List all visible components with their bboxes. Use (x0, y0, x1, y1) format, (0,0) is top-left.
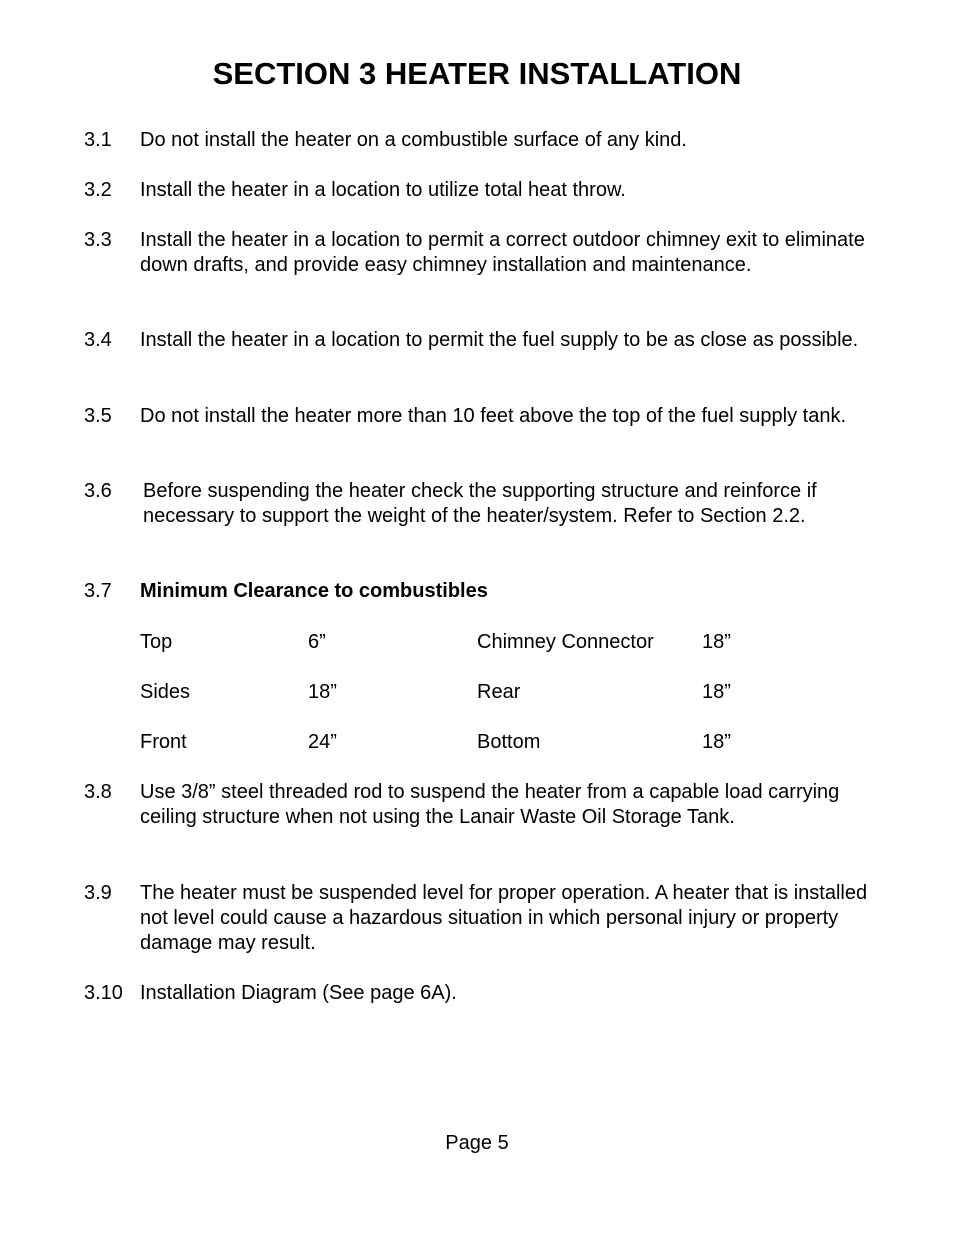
item-text: Install the heater in a location to permit the fuel supply to be as close as possible. (140, 329, 859, 351)
clearance-heading: Minimum Clearance to combustibles (140, 580, 488, 602)
clearance-value: 18” (702, 631, 731, 653)
clearance-value: 18” (702, 681, 731, 703)
clearance-value: 18” (702, 731, 731, 753)
item-number: 3.2 (84, 179, 112, 201)
item-text: Installation Diagram (See page 6A). (140, 982, 457, 1004)
item-text: Install the heater in a location to permit a correct outdoor chimney exit to eliminate down drafts, and provide easy chimney installation and maintenance. (140, 229, 865, 276)
item-number: 3.7 (84, 580, 112, 602)
item-text: Do not install the heater on a combustible surface of any kind. (140, 129, 687, 151)
page-title: SECTION 3 HEATER INSTALLATION (212, 56, 742, 91)
clearance-value: 6” (308, 631, 326, 653)
item-number: 3.3 (84, 229, 112, 251)
item-text: Before suspending the heater check the supporting structure and reinforce if necessary to support the weight of the heater/system. Refer to Section 2.2. (143, 480, 817, 527)
item-text: Use 3/8” steel threaded rod to suspend the heater from a capable load carrying ceiling structure when not using the Lanair Waste Oil Storage Tank. (140, 781, 840, 828)
clearance-label: Top (140, 631, 173, 653)
item-number: 3.4 (84, 329, 112, 351)
clearance-label: Bottom (477, 731, 541, 753)
item-number: 3.9 (84, 882, 112, 904)
clearance-label: Rear (477, 681, 521, 703)
page-number: Page 5 (445, 1132, 509, 1154)
item-number: 3.5 (84, 405, 112, 427)
item-number: 3.1 (84, 129, 112, 151)
clearance-label: Chimney Connector (477, 631, 654, 653)
item-number: 3.8 (84, 781, 112, 803)
item-text: The heater must be suspended level for proper operation. A heater that is installed not level could cause a hazardous situation in which personal injury or property damage may result. (140, 882, 868, 954)
item-number: 3.10 (84, 982, 123, 1004)
clearance-label: Front (140, 731, 187, 753)
item-text: Do not install the heater more than 10 feet above the top of the fuel supply tank. (140, 405, 847, 427)
clearance-value: 18” (308, 681, 337, 703)
item-number: 3.6 (84, 480, 112, 502)
item-text: Install the heater in a location to utilize total heat throw. (140, 179, 626, 201)
clearance-value: 24” (308, 731, 337, 753)
clearance-label: Sides (140, 681, 191, 703)
